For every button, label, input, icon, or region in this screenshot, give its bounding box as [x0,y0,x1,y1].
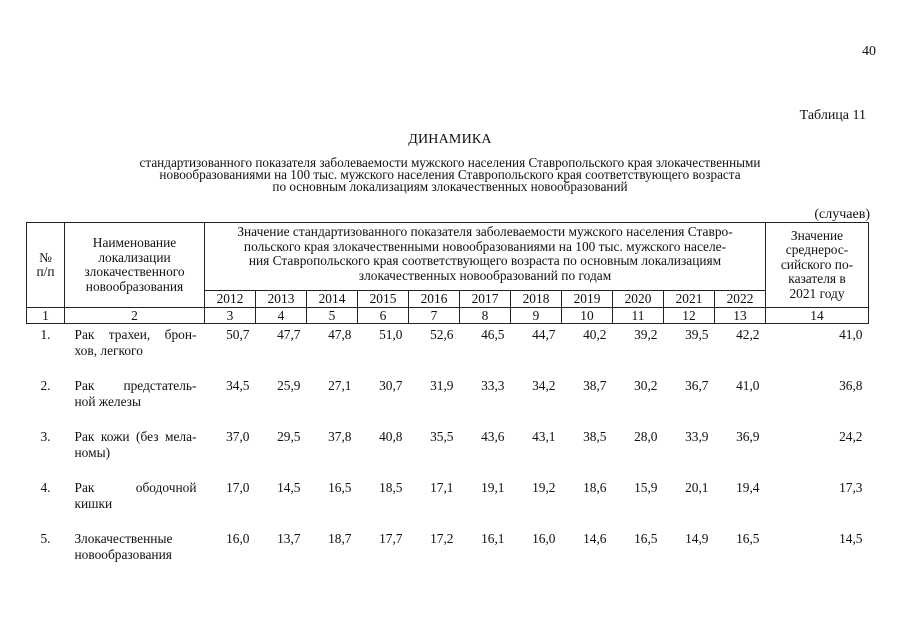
year-value: 30,2 [634,378,658,393]
header-num [27,223,65,308]
column-number: 2 [65,308,205,324]
year-value: 16,0 [532,531,556,546]
header-line: п/п [36,264,55,279]
row-number: 3. [40,429,51,444]
year-value: 50,7 [226,327,250,342]
header-line: Наименование [92,235,177,250]
page-number: 40 [862,44,876,59]
header-line: злокачественных новообразований по годам [358,267,612,283]
year-value: 19,1 [481,480,505,495]
year-value: 47,7 [277,327,301,342]
column-number: 1 [27,308,65,324]
header-line: ния Ставропольского края соответствующего возраста по основным локализациям [248,253,722,268]
year-value: 33,3 [481,378,505,393]
year-value: 44,7 [532,327,556,342]
year-value: 27,1 [328,378,352,393]
column-number: 4 [256,308,307,324]
column-number: 8 [460,308,511,324]
year-value: 18,7 [328,531,352,546]
year-value: 38,7 [583,378,607,393]
name-line: номы) [74,445,111,460]
year-value: 16,0 [226,531,250,546]
year-header: 2015 [358,291,409,308]
table-row [27,324,869,376]
name-line: новообразования [74,547,172,562]
year-value: 17,0 [226,480,250,495]
header-name [65,223,205,308]
name-line: Рак предстатель- [74,378,197,393]
year-value: 18,5 [379,480,403,495]
header-line: новообразования [85,278,184,294]
year-value: 14,9 [685,531,709,546]
year-value: 14,5 [277,480,301,495]
column-number: 6 [358,308,409,324]
year-value: 40,8 [379,429,403,444]
year-value: 16,1 [481,531,505,546]
year-value: 25,9 [277,378,301,393]
year-value: 31,9 [430,378,454,393]
header-line: казателя в [788,271,846,287]
year-value: 14,6 [583,531,607,546]
year-value: 40,2 [583,327,607,342]
statistics-table [26,222,869,571]
year-value: 39,5 [685,327,709,342]
year-value: 46,5 [481,327,505,342]
russia-average-value: 17,3 [839,480,863,495]
name-line: Рак кожи (без мела- [74,429,197,444]
year-header: 2019 [562,291,613,308]
column-number: 13 [715,308,766,324]
subtitle-line: новообразованиями на 100 тыс. мужского населения Ставропольского края соответствующего возраста [159,167,741,182]
header-line: Значение [790,227,844,243]
name-line: Злокачественные [74,531,173,546]
table-row [27,477,869,528]
year-value: 17,2 [430,531,454,546]
year-header: 2020 [613,291,664,308]
year-value: 13,7 [277,531,301,546]
year-value: 30,7 [379,378,403,393]
year-value: 39,2 [634,327,658,342]
year-header: 2016 [409,291,460,308]
year-header: 2012 [205,291,256,308]
year-header: 2013 [256,291,307,308]
table-row [27,375,869,426]
units-label: (случаев) [814,207,870,222]
document-title: ДИНАМИКА [408,132,492,147]
year-value: 35,5 [430,429,454,444]
name-line: кишки [74,496,113,511]
table-body [27,324,869,572]
year-value: 34,2 [532,378,556,393]
year-value: 15,9 [634,480,658,495]
column-number: 7 [409,308,460,324]
year-value: 37,8 [328,429,352,444]
year-value: 17,7 [379,531,403,546]
year-value: 18,6 [583,480,607,495]
year-value: 42,2 [736,327,760,342]
localization-name [65,426,205,477]
year-value: 52,6 [430,327,454,342]
year-value: 34,5 [226,378,250,393]
year-value: 19,2 [532,480,556,495]
column-number: 9 [511,308,562,324]
year-value: 16,5 [328,480,352,495]
header-line: № [39,249,52,265]
russia-average-value: 14,5 [839,531,863,546]
localization-name [65,477,205,528]
header-line: злокачественного [84,264,185,279]
header-avg [766,223,869,308]
row-number: 5. [40,531,51,546]
subtitle-line: по основным локализациям злокачественных новообразований [272,179,628,194]
localization-name [65,324,205,376]
row-number: 2. [40,378,51,393]
header-line: локализации [98,249,171,265]
column-number: 5 [307,308,358,324]
column-number: 12 [664,308,715,324]
year-header: 2018 [511,291,562,308]
year-value: 43,6 [481,429,505,444]
year-value: 36,7 [685,378,709,393]
year-value: 37,0 [226,429,250,444]
name-line: ной железы [74,394,141,409]
row-number: 1. [40,327,51,342]
localization-name [65,375,205,426]
column-number: 3 [205,308,256,324]
header-values [205,223,766,291]
table-row [27,426,869,477]
name-line: Рак трахеи, брон- [74,327,197,342]
year-value: 16,5 [634,531,658,546]
name-line: Рак ободочной [74,480,197,495]
russia-average-value: 24,2 [839,429,863,444]
header-line: Значение стандартизованного показателя заболеваемости мужского населения Ставро- [237,224,733,239]
table-label: Таблица 11 [799,108,866,123]
year-value: 41,0 [736,378,760,393]
year-value: 43,1 [532,429,556,444]
year-header: 2021 [664,291,715,308]
localization-name [65,528,205,571]
year-value: 16,5 [736,531,760,546]
name-line: хов, легкого [74,343,143,358]
year-value: 28,0 [634,429,658,444]
header-line: сийского по- [780,256,854,272]
year-header: 2014 [307,291,358,308]
russia-average-value: 41,0 [839,327,863,342]
column-number-row [27,308,869,324]
year-value: 51,0 [379,327,403,342]
row-number: 4. [40,480,51,495]
year-header: 2017 [460,291,511,308]
year-value: 38,5 [583,429,607,444]
year-value: 29,5 [277,429,301,444]
header-line: среднерос- [785,242,849,258]
year-value: 20,1 [685,480,709,495]
column-number: 11 [613,308,664,324]
year-value: 17,1 [430,480,454,495]
year-value: 19,4 [736,480,760,495]
header-line: 2021 году [789,285,845,301]
subtitle-line: стандартизованного показателя заболеваемости мужского населения Ставропольского края злокачественными [139,155,761,170]
header-line: польского края злокачественными новообразованиями на 100 тыс. мужского населе- [243,238,727,254]
year-header: 2022 [715,291,766,308]
russia-average-value: 36,8 [839,378,863,393]
year-value: 36,9 [736,429,760,444]
year-value: 47,8 [328,327,352,342]
column-number: 10 [562,308,613,324]
year-value: 33,9 [685,429,709,444]
document-subtitle [60,157,840,193]
column-number: 14 [766,308,869,324]
table-row [27,528,869,571]
